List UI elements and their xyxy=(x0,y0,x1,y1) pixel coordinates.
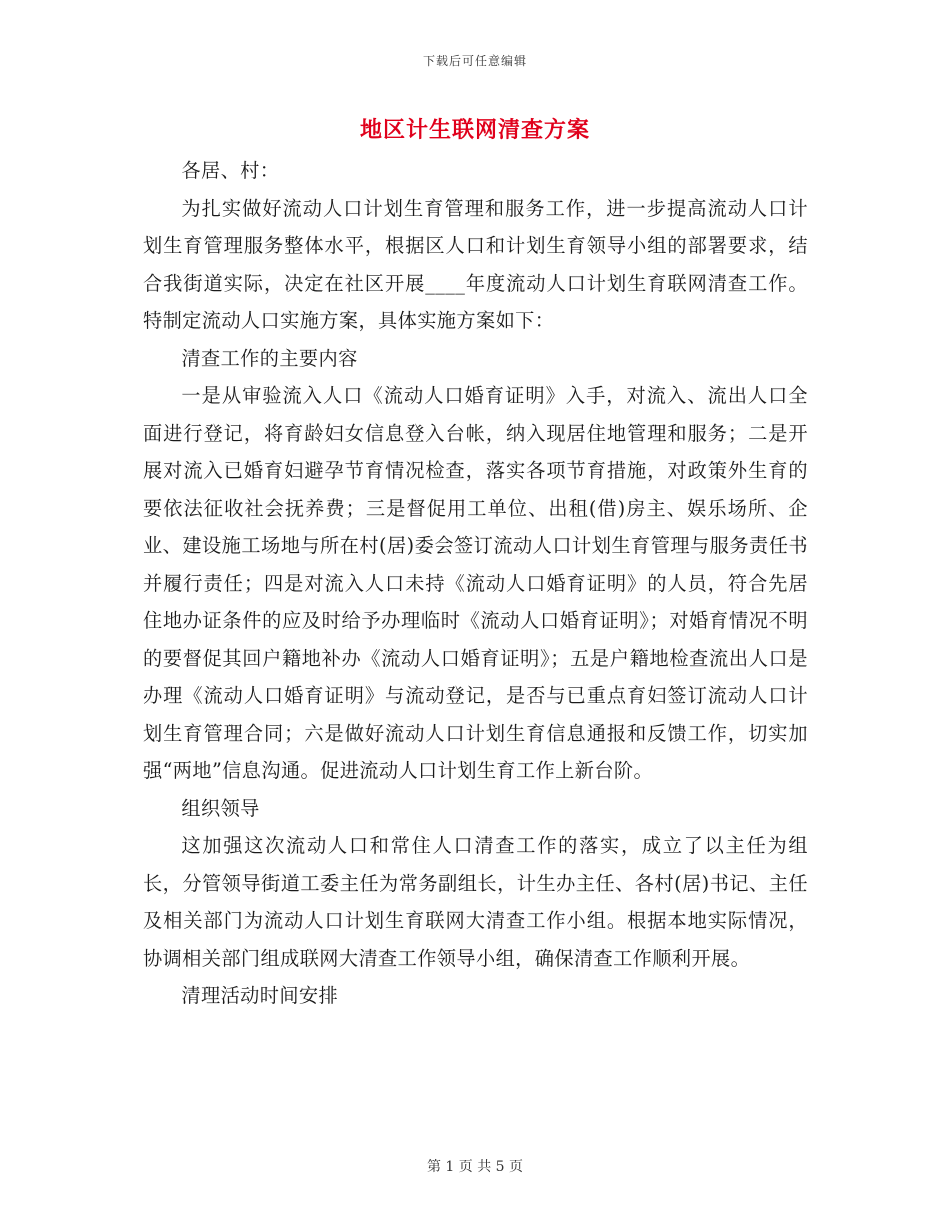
page-number: 第 1 页 共 5 页 xyxy=(426,1159,524,1175)
header-note: 下载后可任意编辑 xyxy=(422,54,527,68)
section-heading-main-content: 清查工作的主要内容 xyxy=(181,346,358,370)
section-heading-leadership: 组织领导 xyxy=(181,796,260,820)
leadership-paragraph: 这加强这次流动人口和常住人口清查工作的落实，成立了以主任为组长，分管领导街道工委主任为常务副组长，计生办主任、各村(居)书记、主任及相关部门为流动人口计划生育联网大清查工作小组。根据本地实际情况，协调相关部门组成联网大清查工作领导小组，确保清查工作顺利开展。 xyxy=(143,834,808,970)
document-title: 地区计生联网清查方案 xyxy=(359,117,590,143)
document-body xyxy=(143,152,808,1015)
main-content-paragraph: 一是从审验流入人口《流动人口婚育证明》入手，对流入、流出人口全面进行登记，将育龄妇女信息登入台帐，纳入现居住地管理和服务；二是开展对流入已婚育妇避孕节育情况检查，落实各项节育措施，对政策外生育的要依法征收社会抚养费；三是督促用工单位、出租(借)房主、娱乐场所、企业、建设施工场地与所在村(居)委会签订流动人口计划生育管理与服务责任书并履行责任；四是对流入人口未持《流动人口婚育证明》的人员，符合先居住地办证条件的应及时给予办理临时《流动人口婚育证明》；对婚育情况不明的要督促其回户籍地补办《流动人口婚育证明》；五是户籍地检查流出人口是办理《流动人口婚育证明》与流动登记，是否与已重点育妇签订流动人口计划生育管理合同；六是做好流动人口计划生育信息通报和反馈工作，切实加强“两地”信息沟通。促进流动人口计划生育工作上新台阶。 xyxy=(143,384,808,782)
section-heading-schedule: 清理活动时间安排 xyxy=(181,984,339,1007)
salutation: 各居、村： xyxy=(181,159,280,182)
intro-paragraph: 为扎实做好流动人口计划生育管理和服务工作，进一步提高流动人口计划生育管理服务整体水平，根据区人口和计划生育领导小组的部署要求，结合我街道实际，决定在社区开展____年度流动人口计划生育联网清查工作。特制定流动人口实施方案，具体实施方案如下： xyxy=(143,196,808,332)
